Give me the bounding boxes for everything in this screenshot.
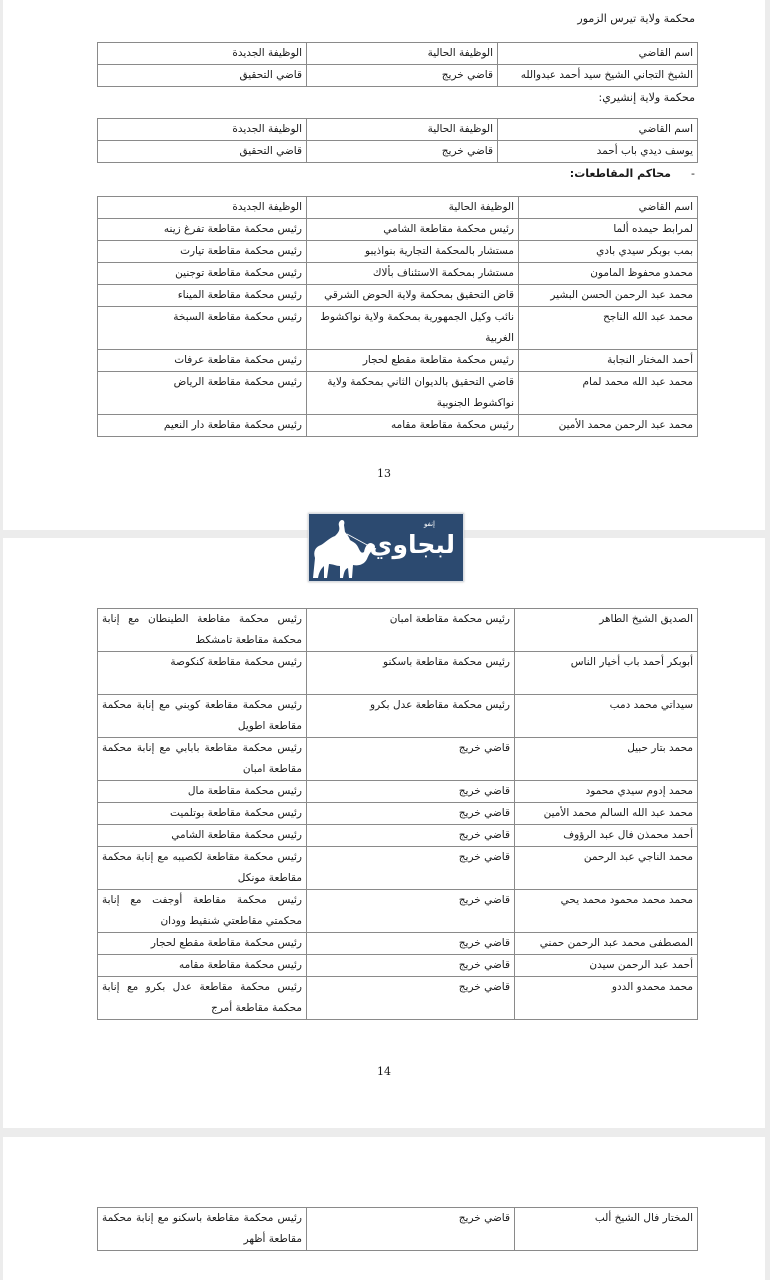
- table-row: [98, 955, 698, 977]
- cell-judge-name: لمرابط حيمده ألما: [519, 219, 698, 241]
- cell-current-position: قاضي خريج: [307, 825, 515, 847]
- table-row: [98, 825, 698, 847]
- cell-new-position: رئيس محكمة مقاطعة تفرغ زينه: [98, 219, 307, 241]
- table-row: [98, 890, 698, 933]
- cell-new-position: رئيس محكمة مقاطعة كنكوصة: [98, 652, 307, 695]
- header-judge-name: اسم القاضي: [498, 43, 698, 65]
- cell-current-position: رئيس محكمة مقاطعة امبان: [307, 609, 515, 652]
- table-row: [98, 307, 698, 350]
- cell-new-position: رئيس محكمة مقاطعة مقطع لحجار: [98, 933, 307, 955]
- cell-new-position: رئيس محكمة مقاطعة السبخة: [98, 307, 307, 350]
- table-district-courts: [97, 196, 698, 437]
- table-tiris: [97, 42, 698, 87]
- cell-new-position: رئيس محكمة مقاطعة باسكنو مع إنابة محكمة مقاطعة أظهر: [98, 1208, 307, 1251]
- cell-new-position: رئيس محكمة مقاطعة أوجفت مع إنابة محكمتي مقاطعتي شنقيط وودان: [98, 890, 307, 933]
- section-title: محاكم المقاطعات:: [569, 167, 671, 180]
- cell-current-position: رئيس محكمة مقاطعة مقامه: [307, 415, 519, 437]
- cell-new-position: رئيس محكمة مقاطعة الطينطان مع إنابة محكمة مقاطعة تامشكط: [98, 609, 307, 652]
- cell-new-position: رئيس محكمة مقاطعة عرفات: [98, 350, 307, 372]
- cell-current-position: قاضي خريج: [307, 890, 515, 933]
- court-inchiri-title: محكمة ولاية إنشيري:: [598, 91, 695, 104]
- table-inchiri: [97, 118, 698, 163]
- table-row: [98, 372, 698, 415]
- cell-current-position: قاضي خريج: [307, 977, 515, 1020]
- table-row: [98, 219, 698, 241]
- table-header-row: [98, 119, 698, 141]
- cell-judge-name: أحمد المختار النجابة: [519, 350, 698, 372]
- cell-judge-name: أحمد عبد الرحمن سيدن: [515, 955, 698, 977]
- cell-new-position: رئيس محكمة مقاطعة الميناء: [98, 285, 307, 307]
- cell-current-position: قاضي خريج: [307, 65, 498, 87]
- table-row: [98, 738, 698, 781]
- table-row: [98, 977, 698, 1020]
- cell-current-position: قاضي خريج: [307, 933, 515, 955]
- cell-current-position: قاضي خريج: [307, 955, 515, 977]
- header-new-position: الوظيفة الجديدة: [98, 119, 307, 141]
- cell-current-position: قاضي خريج: [307, 1208, 515, 1251]
- cell-judge-name: سيداتي محمد دمب: [515, 695, 698, 738]
- cell-judge-name: محمد عبد الرحمن محمد الأمين: [519, 415, 698, 437]
- bullet-dash: -: [691, 167, 695, 180]
- cell-new-position: رئيس محكمة مقاطعة تيارت: [98, 241, 307, 263]
- cell-current-position: رئيس محكمة مقاطعة عدل بكرو: [307, 695, 515, 738]
- table-row: [98, 65, 698, 87]
- page-number: 13: [377, 467, 391, 480]
- cell-judge-name: أبوبكر أحمد باب أخيار الناس: [515, 652, 698, 695]
- table-row: [98, 141, 698, 163]
- table-row: [98, 1208, 698, 1251]
- page-number: 14: [377, 1065, 391, 1078]
- cell-judge-name: محمد عبد الله الناجح: [519, 307, 698, 350]
- cell-current-position: قاضي خريج: [307, 738, 515, 781]
- cell-current-position: نائب وكيل الجمهورية بمحكمة ولاية نواكشوط الغربية: [307, 307, 519, 350]
- cell-judge-name: محمد محمد محمود محمد يحي: [515, 890, 698, 933]
- header-current-position: الوظيفة الحالية: [307, 43, 498, 65]
- table-row: [98, 781, 698, 803]
- cell-current-position: مستشار بالمحكمة التجارية بنواذيبو: [307, 241, 519, 263]
- cell-new-position: رئيس محكمة مقاطعة مال: [98, 781, 307, 803]
- cell-judge-name: الصديق الشيخ الطاهر: [515, 609, 698, 652]
- cell-judge-name: محمد بتار حبيل: [515, 738, 698, 781]
- cell-judge-name: يوسف ديدي باب أحمد: [498, 141, 698, 163]
- cell-new-position: رئيس محكمة مقاطعة عدل بكرو مع إنابة محكمة مقاطعة أمرج: [98, 977, 307, 1020]
- cell-current-position: قاضي التحقيق بالديوان الثاني بمحكمة ولاية نواكشوط الجنوبية: [307, 372, 519, 415]
- cell-judge-name: أحمد محمذن فال عبد الرؤوف: [515, 825, 698, 847]
- document-page-15: [3, 1137, 765, 1280]
- court-tiris-title: محكمة ولاية تيرس الزمور: [577, 12, 695, 25]
- cell-new-position: رئيس محكمة مقاطعة بوتلميت: [98, 803, 307, 825]
- table-row: [98, 803, 698, 825]
- table-row: [98, 350, 698, 372]
- camel-rider-icon: [309, 514, 379, 581]
- table-district-courts-continued-2: [97, 1207, 698, 1251]
- document-page-13: [3, 0, 765, 530]
- cell-judge-name: محمد عبد الله السالم محمد الأمين: [515, 803, 698, 825]
- cell-current-position: رئيس محكمة مقاطعة مقطع لحجار: [307, 350, 519, 372]
- table-header-row: [98, 197, 698, 219]
- table-row: [98, 695, 698, 738]
- cell-new-position: رئيس محكمة مقاطعة لكصيبه مع إنابة محكمة مقاطعة مونكل: [98, 847, 307, 890]
- table-row: [98, 241, 698, 263]
- table-row: [98, 263, 698, 285]
- cell-judge-name: محمد عبد الرحمن الحسن البشير: [519, 285, 698, 307]
- cell-current-position: قاضي خريج: [307, 141, 498, 163]
- section-district-courts: [570, 167, 695, 180]
- cell-current-position: قاضي خريج: [307, 781, 515, 803]
- cell-judge-name: الشيخ التجاني الشيخ سيد أحمد عبدوالله: [498, 65, 698, 87]
- table-row: [98, 652, 698, 695]
- cell-current-position: رئيس محكمة مقاطعة باسكنو: [307, 652, 515, 695]
- cell-new-position: رئيس محكمة مقاطعة دار النعيم: [98, 415, 307, 437]
- cell-new-position: رئيس محكمة مقاطعة الرياض: [98, 372, 307, 415]
- table-row: [98, 609, 698, 652]
- table-row: [98, 847, 698, 890]
- site-logo: [308, 513, 464, 582]
- cell-new-position: رئيس محكمة مقاطعة مقامه: [98, 955, 307, 977]
- document-page-14: [3, 538, 765, 1128]
- cell-current-position: مستشار بمحكمة الاستئناف بألاك: [307, 263, 519, 285]
- header-judge-name: اسم القاضي: [519, 197, 698, 219]
- cell-judge-name: بمب بوبكر سيدي بادي: [519, 241, 698, 263]
- header-current-position: الوظيفة الحالية: [307, 119, 498, 141]
- cell-new-position: قاضي التحقيق: [98, 141, 307, 163]
- cell-new-position: رئيس محكمة مقاطعة كوبني مع إنابة محكمة مقاطعة اطويل: [98, 695, 307, 738]
- header-judge-name: اسم القاضي: [498, 119, 698, 141]
- cell-new-position: رئيس محكمة مقاطعة بابابي مع إنابة محكمة مقاطعة امبان: [98, 738, 307, 781]
- cell-judge-name: محمد محمدو الددو: [515, 977, 698, 1020]
- cell-judge-name: محمد إدوم سيدي محمود: [515, 781, 698, 803]
- cell-new-position: رئيس محكمة مقاطعة الشامي: [98, 825, 307, 847]
- cell-current-position: قاضي خريج: [307, 803, 515, 825]
- cell-current-position: قاض التحقيق بمحكمة ولاية الحوض الشرقي: [307, 285, 519, 307]
- header-current-position: الوظيفة الحالية: [307, 197, 519, 219]
- table-row: [98, 285, 698, 307]
- cell-judge-name: محمدو محفوظ المامون: [519, 263, 698, 285]
- cell-judge-name: محمد الناجي عبد الرحمن: [515, 847, 698, 890]
- cell-judge-name: محمد عبد الله محمد لمام: [519, 372, 698, 415]
- logo-subtext: إنفو: [423, 520, 435, 528]
- cell-new-position: رئيس محكمة مقاطعة توجنين: [98, 263, 307, 285]
- header-new-position: الوظيفة الجديدة: [98, 43, 307, 65]
- header-new-position: الوظيفة الجديدة: [98, 197, 307, 219]
- cell-judge-name: المصطفى محمد عبد الرحمن حمني: [515, 933, 698, 955]
- logo-text: لبجاوي: [369, 530, 455, 559]
- table-row: [98, 933, 698, 955]
- cell-judge-name: المختار فال الشيخ ألب: [515, 1208, 698, 1251]
- cell-new-position: قاضي التحقيق: [98, 65, 307, 87]
- cell-current-position: قاضي خريج: [307, 847, 515, 890]
- table-header-row: [98, 43, 698, 65]
- table-row: [98, 415, 698, 437]
- cell-current-position: رئيس محكمة مقاطعة الشامي: [307, 219, 519, 241]
- table-district-courts-continued: [97, 608, 698, 1020]
